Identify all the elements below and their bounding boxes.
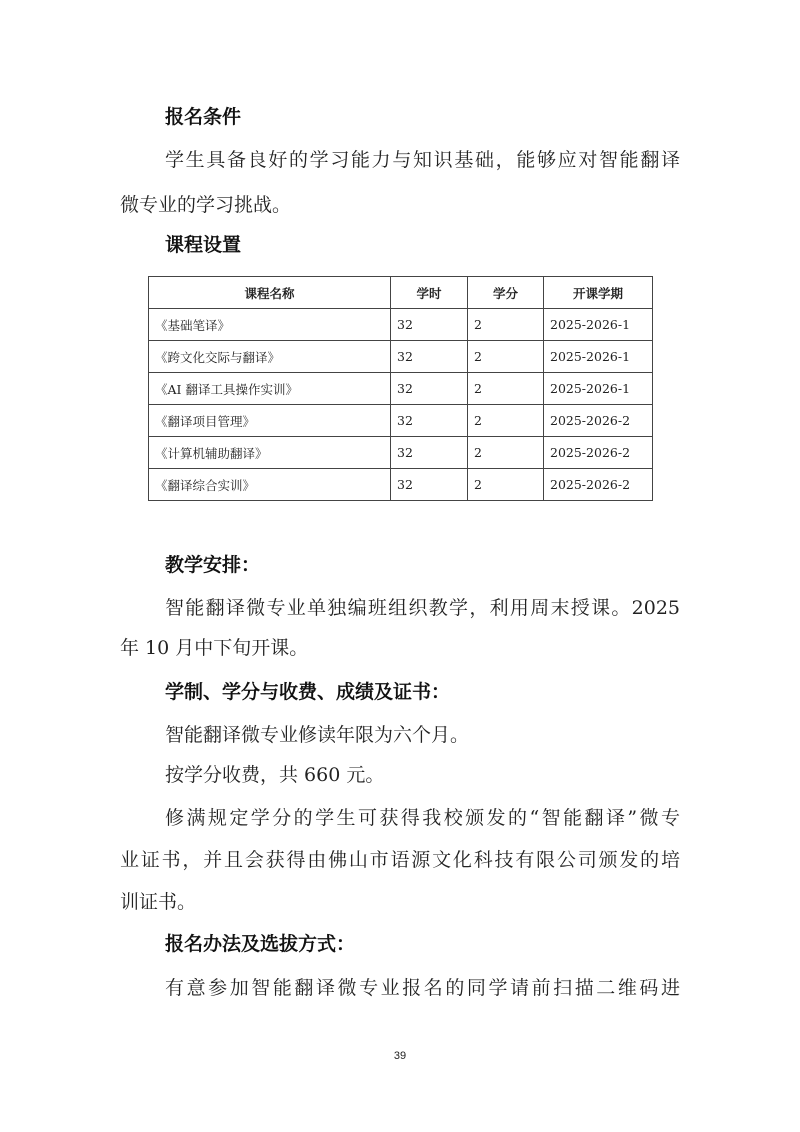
table-header-row xyxy=(149,277,653,309)
paragraph-line: 年 10 月中下旬开课。 xyxy=(120,637,309,659)
cell-semester: 2025-2026-2 xyxy=(544,469,653,501)
cell-semester: 2025-2026-2 xyxy=(544,437,653,469)
cell-semester: 2025-2026-1 xyxy=(544,341,653,373)
table-row xyxy=(149,469,653,501)
cell-semester: 2025-2026-1 xyxy=(544,373,653,405)
paragraph-line: 修满规定学分的学生可获得我校颁发的“智能翻译”微专 xyxy=(165,807,680,829)
heading-courses: 课程设置 xyxy=(165,234,242,256)
header-credits: 学分 xyxy=(468,277,544,309)
cell-credits: 2 xyxy=(468,309,544,341)
cell-credits: 2 xyxy=(468,405,544,437)
cell-hours: 32 xyxy=(391,405,468,437)
cell-course: 《计算机辅助翻译》 xyxy=(149,437,391,469)
cell-credits: 2 xyxy=(468,469,544,501)
paragraph-line: 微专业的学习挑战。 xyxy=(120,194,292,216)
table-row xyxy=(149,341,653,373)
paragraph-line: 有意参加智能翻译微专业报名的同学请前扫描二维码进 xyxy=(165,977,680,999)
table-row xyxy=(149,437,653,469)
cell-semester: 2025-2026-1 xyxy=(544,309,653,341)
cell-hours: 32 xyxy=(391,373,468,405)
paragraph-line: 训证书。 xyxy=(120,891,197,913)
paragraph-line: 按学分收费，共 660 元。 xyxy=(165,764,385,786)
heading-teaching: 教学安排： xyxy=(165,554,261,576)
cell-credits: 2 xyxy=(468,437,544,469)
cell-hours: 32 xyxy=(391,309,468,341)
cell-course: 《基础笔译》 xyxy=(149,309,391,341)
paragraph-line: 智能翻译微专业单独编班组织教学，利用周末授课。2025 xyxy=(165,597,680,619)
header-semester: 开课学期 xyxy=(544,277,653,309)
cell-hours: 32 xyxy=(391,341,468,373)
cell-course: 《AI 翻译工具操作实训》 xyxy=(149,373,391,405)
cell-course: 《翻译项目管理》 xyxy=(149,405,391,437)
paragraph-line: 业证书，并且会获得由佛山市语源文化科技有限公司颁发的培 xyxy=(120,849,680,871)
heading-system: 学制、学分与收费、成绩及证书： xyxy=(165,681,451,703)
course-table xyxy=(148,276,653,501)
cell-hours: 32 xyxy=(391,469,468,501)
page-number: 39 xyxy=(393,1050,407,1062)
cell-credits: 2 xyxy=(468,373,544,405)
paragraph-line: 智能翻译微专业修读年限为六个月。 xyxy=(165,724,470,746)
cell-course: 《翻译综合实训》 xyxy=(149,469,391,501)
table-row xyxy=(149,405,653,437)
cell-hours: 32 xyxy=(391,437,468,469)
table-row xyxy=(149,373,653,405)
table-row xyxy=(149,309,653,341)
header-hours: 学时 xyxy=(391,277,468,309)
heading-apply: 报名办法及选拔方式： xyxy=(165,933,356,955)
cell-semester: 2025-2026-2 xyxy=(544,405,653,437)
paragraph-line: 学生具备良好的学习能力与知识基础，能够应对智能翻译 xyxy=(165,149,680,171)
cell-course: 《跨文化交际与翻译》 xyxy=(149,341,391,373)
header-course-name: 课程名称 xyxy=(149,277,391,309)
cell-credits: 2 xyxy=(468,341,544,373)
heading-conditions: 报名条件 xyxy=(165,106,242,128)
